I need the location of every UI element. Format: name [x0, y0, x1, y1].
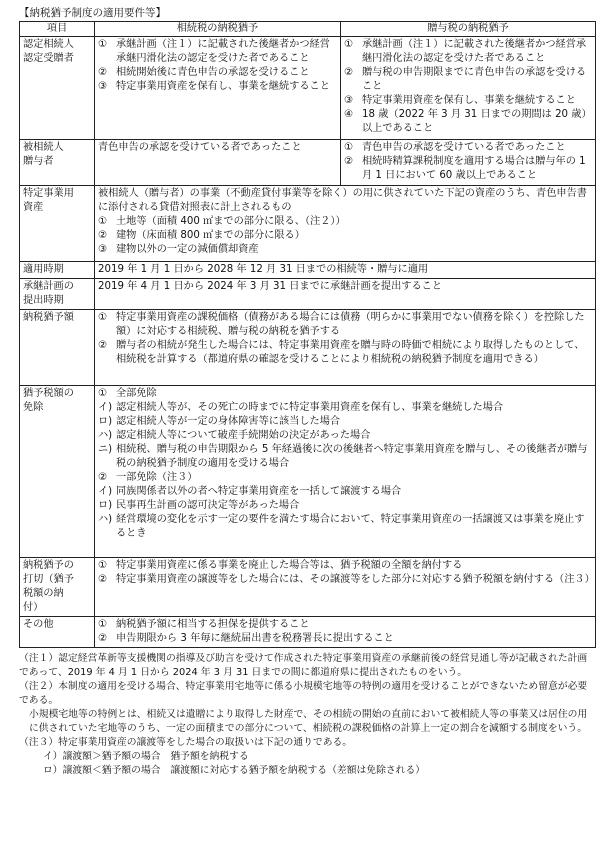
assets-intro: 被相続人（贈与者）の事業（不動産貸付事業等を除く）の用に供されていた下記の資産のうち、青色申告書に添付される貸借対照表に計上されるもの — [98, 188, 587, 213]
list-item: ① 特定事業用資産に係る事業を廃止した場合等は、猶予税額の全額を納付する — [98, 560, 463, 571]
document-page — [19, 6, 595, 778]
assets-cell — [95, 186, 596, 262]
footnote-3-case-b: ロ）譲渡額＜猶予額の場合 譲渡額に対応する猶予額を納税する（差額は免除される） — [43, 765, 426, 776]
list-item: ハ) 経営環境の変化を示す一定の要件を満たす場合において、特定事業用資産の一括譲渡又は事業を廃止するとき — [98, 514, 585, 539]
list-item: イ) 同族関係者以外の者へ特定事業用資産を一括して譲渡する場合 — [98, 486, 402, 497]
successor-gift-cell — [341, 37, 596, 140]
list-item: ② 贈与税の申告期限までに青色申告の承認を受けること — [344, 67, 587, 92]
list-item: ② 相続時精算課税制度を適用する場合は贈与年の 1 月 1 日において 60 歳以上であること — [344, 156, 586, 181]
header-gift-tax: 贈与税の納税猶予 — [341, 22, 596, 37]
list-item: ④ 18 歳（2022 年 3 月 31 日までの期間は 20 歳）以上であること — [344, 109, 592, 134]
list-item: ニ) 相続税、贈与税の申告期限から 5 年経過後に次の後継者へ特定事業用資産を贈与し、その後継者が贈与税の納税猶予制度の適用を受ける場合 — [98, 444, 588, 469]
row-amount — [20, 310, 596, 386]
label-decedent: 被相続人 贈与者 — [20, 140, 95, 186]
footnote-2: （注２）本制度の適用を受ける場合、特定事業用宅地等に係る小規模宅地等の特例の適用を受けることができないため留意が必要である。 — [19, 681, 588, 706]
header-item: 項目 — [20, 22, 95, 37]
row-other — [20, 617, 596, 648]
row-exemption — [20, 386, 596, 558]
list-item: ① 承継計画（注１）に記載された後継者かつ経営承継円滑化法の認定を受けた者であること — [98, 39, 330, 64]
list-item: ② 贈与者の相続が発生した場合には、特定事業用資産を贈与時の時価で相続により取得したものとして、相続税を計算する（都道府県の確認を受けることにより相続税の納税猶予制度を適用できる） — [98, 340, 585, 365]
footnote-3-case-a: イ）譲渡額＞猶予額の場合 猶予額を納税する — [43, 751, 249, 762]
list-item: ハ) 認定相続人等について破産手続開始の決定があった場合 — [98, 430, 371, 441]
decedent-gift-cell — [341, 140, 596, 186]
amount-cell — [95, 310, 596, 386]
table-header-row — [20, 22, 596, 37]
list-item: ① 青色申告の承認を受けている者であったこと — [344, 142, 566, 153]
list-item: ② 申告期限から 3 年毎に継続届出書を税務署長に提出すること — [98, 633, 394, 644]
label-exemption: 猶予税額の 免除 — [20, 386, 95, 558]
footnote-3: （注３）特定事業用資産の譲渡等をした場合の取扱いは下記の通りである。 — [19, 737, 353, 748]
label-termination: 納税猶予の 打切（猶予 税額の納 付） — [20, 558, 95, 617]
list-item: ① 納税猶予額に相当する担保を提供すること — [98, 619, 310, 630]
decedent-inheritance-cell: 青色申告の承認を受けている者であったこと — [95, 140, 341, 186]
label-period: 適用時期 — [20, 262, 95, 279]
footnote-2-detail: 小規模宅地等の特例とは、相続又は遺贈により取得した財産で、その相続の開始の直前において被相続人等の事業又は居住の用に供されていた宅地等のうち、一定の面積までの部分について、相続税の課税価格の計算上一定の割合を減額する制度をいう。 — [29, 709, 588, 734]
list-item: ① 特定事業用資産の課税価格（債務がある場合には債務（明らかに事業用でない債務を除く）を控除した額）に対応する相続税、贈与税の納税を猶予する — [98, 312, 585, 337]
list-item: ① 土地等（面積 400 ㎡までの部分に限る、（注２）） — [98, 216, 346, 227]
list-item: ② 特定事業用資産の譲渡等をした場合には、その譲渡等をした部分に対応する猶予税額を納付する（注３） — [98, 574, 595, 585]
label-successor: 認定相続人 認定受贈者 — [20, 37, 95, 140]
termination-cell — [95, 558, 596, 617]
header-inheritance-tax: 相続税の納税猶予 — [95, 22, 341, 37]
list-item: ① 全部免除 — [98, 388, 157, 399]
successor-inheritance-cell — [95, 37, 341, 140]
other-cell — [95, 617, 596, 648]
list-item: ③ 特定事業用資産を保有し、事業を継続すること — [98, 81, 330, 92]
document-title: 【納税猶予制度の適用要件等】 — [19, 7, 166, 19]
row-deadline — [20, 279, 596, 310]
list-item: ② 一部免除（注３） — [98, 472, 198, 483]
list-item: ③ 特定事業用資産を保有し、事業を継続すること — [344, 95, 576, 106]
list-item: ③ 建物以外の一定の減価償却資産 — [98, 244, 259, 255]
list-item: ロ) 民事再生計画の認可決定等があった場合 — [98, 500, 300, 511]
label-deadline: 承継計画の 提出時期 — [20, 279, 95, 310]
label-amount: 納税猶予額 — [20, 310, 95, 386]
row-assets — [20, 186, 596, 262]
list-item: ② 建物（床面積 800 ㎡までの部分に限る） — [98, 230, 305, 241]
list-item: ② 相続開始後に青色申告の承認を受けること — [98, 67, 310, 78]
label-other: その他 — [20, 617, 95, 648]
list-item: ① 承継計画（注１）に記載された後継者かつ経営承継円滑化法の認定を受けた者であること — [344, 39, 587, 64]
footnotes — [19, 652, 595, 778]
row-successor — [20, 37, 596, 140]
exemption-cell — [95, 386, 596, 558]
list-item: イ) 認定相続人等が、その死亡の時までに特定事業用資産を保有し、事業を継続した場合 — [98, 402, 504, 413]
deadline-cell: 2019 年 4 月 1 日から 2024 年 3 月 31 日までに承継計画を提出すること — [95, 279, 596, 310]
row-termination — [20, 558, 596, 617]
row-decedent — [20, 140, 596, 186]
row-period — [20, 262, 596, 279]
period-cell: 2019 年 1 月 1 日から 2028 年 12 月 31 日までの相続等・贈与に適用 — [95, 262, 596, 279]
footnote-1: （注１）認定経営革新等支援機関の指導及び助言を受けて作成された特定事業用資産の承継前後の経営見通し等が記載された計画であって、2019 年 4 月 1 日から 2024 年 3 月 31 日までの間に都道府県に提出されたものをいう。 — [19, 653, 588, 678]
list-item: ロ) 認定相続人等が一定の身体障害等に該当した場合 — [98, 416, 341, 427]
requirements-table — [19, 21, 596, 648]
label-assets: 特定事業用 資産 — [20, 186, 95, 262]
